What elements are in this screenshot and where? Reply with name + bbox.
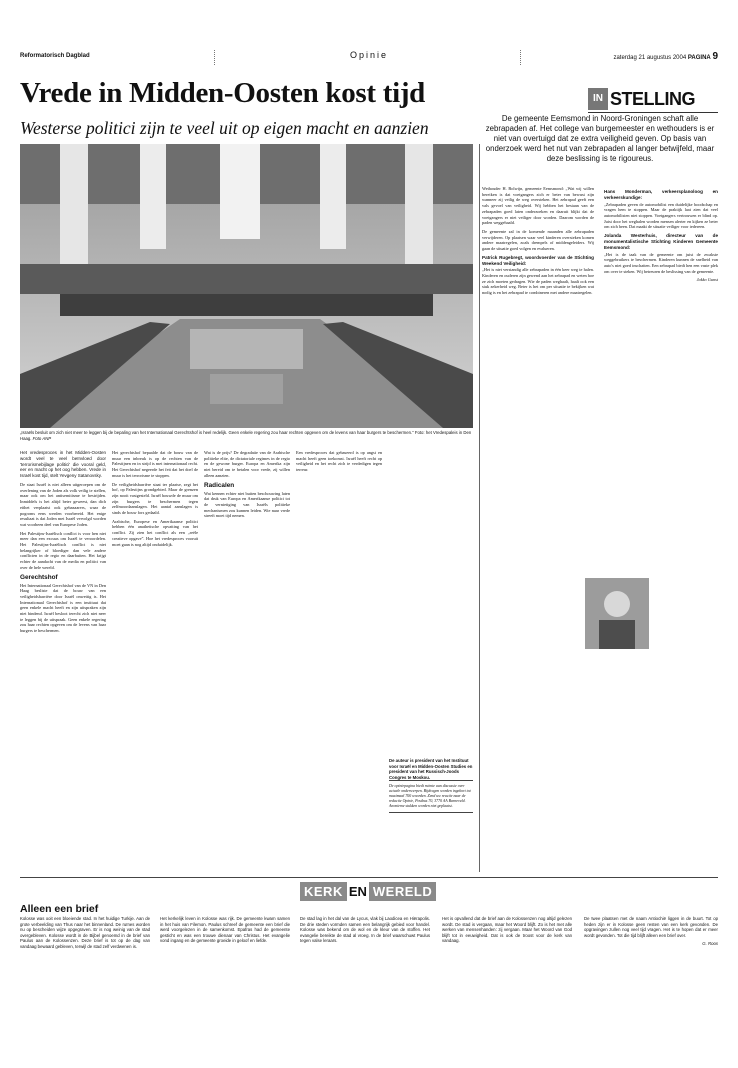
bottom-col-5 (584, 916, 718, 947)
stelling-paragraph: De gemeente zal in de komende maanden alle zebrapaden verwijderen. Op plaatsen waar veel kinderen oversteken komen andere maatregelen, zoals drempels of middengeleiders. Wij gaan de situatie goed volgen en evalueren. (482, 228, 594, 252)
article-col-1 (20, 450, 106, 634)
courtroom-image (20, 144, 473, 428)
paper-name: Reformatorisch Dagblad (20, 53, 90, 59)
section-name: Opinie (349, 50, 388, 60)
wereld-word: WERELD (369, 882, 436, 901)
article-paragraph: Wat is de prijs? De degradatie van de Arabische politieke elite, de dictatoriale regimes in de regio en de gewone burger. Europa en Amerika zijn niet bereid om te betalen voor vrede, zij willen alleen aanzien. (204, 450, 290, 478)
page-label: PAGINA (687, 55, 711, 61)
article-paragraph: De veiligheidsbarrière staat ter plaatse, zegt het hof, op Palestijns grondgebied. Maar de grenzen zijn nooit vastgesteld. Israël bouwde de muur om zijn burgers te beschermen tegen zelfmoordaanslagen. Het aantal aanslagen is sinds de bouw fors gedaald. (112, 481, 198, 516)
stelling-speaker: Patrick Rugebregt, woordvoerder van de Stichting Weekend Veiligheid: (482, 254, 594, 266)
stelling-intro: De gemeente Eemsmond in Noord-Groningen schaft alle zebrapaden af. Het college van burgemeester en wethouders is er niet van overtuigd dat ze extra veiligheid geven. Op basis van onderzoek werd het nut van zebrapaden al langer betwijfeld, maar deze beslissing is te rigoureus. (485, 114, 715, 163)
bottom-col-1: Kolosse was ooit een bloeiende stad. In het huidige Turkije. Aan de grote verbeelding van Thus naar het binnenland. De ruïnes worden nu op bescheiden wijze opgegraven. Er is nog weinig van de stad overgebleven. Kolosse wordt in de Bijbel genoemd in de brief van Paulus aan de Kolossenzen. Deze brief is tot op de dag van vandaag bewaard gebleven, terwijl de stad zelf verdwenen is. (20, 916, 150, 949)
kerk-word: KERK (300, 882, 347, 901)
article-paragraph: Het Internationaal Gerechtshof van de VN in Den Haag besliste dat de bouw van een veiligheidsbarrière door Israël onwettig is. Het Internationaal Gerechtshof is een instituut dat geen enkele macht heeft en zijn uitspraken zijn niet bindend. Israël besloot terecht zich niet neer te leggen bij de uitspraak. Geen enkele regering zou haar rechten opgeven om de levens van haar burgers te beschermen. (20, 582, 106, 634)
stelling-title: STELLING (610, 89, 695, 109)
photo-credit: Foto ANP (32, 435, 52, 441)
bottom-paragraph: De twee plaatsen met de naam Antiochië liggen in de buurt. Tot op heden zijn er in Kolosse geen resten van een kerk gevonden. De opgravingen zullen nog veel tijd vragen. Het is te hopen dat er meer wordt gevonden. Tot die tijd blijft alleen een brief over. (584, 916, 718, 938)
stelling-paragraph: „Het is niet verstandig alle zebrapaden in één keer weg te halen. Kinderen en ouderen zijn gewend aan het zebrapad en weten hoe ze zich moeten gedragen. Wie de paden weghaalt, haalt ook een stuk zekerheid weg. Beter is het om per situatie te bekijken wat nodig is en het zebrapad te combineren met andere maatregelen. (482, 267, 594, 296)
section-rule (20, 877, 718, 878)
article-paragraph: Arabische, Europese en Amerikaanse politici hebben één anathetische opvatting van het conflict. Zij zien het conflict als een „reële creatieve opgave”. Hoe het vredesproces vooruit moet gaan is nog altijd onduidelijk. (112, 518, 198, 547)
masthead (20, 50, 718, 66)
divider (588, 112, 718, 113)
stelling-col-1 (482, 186, 594, 296)
stelling-signature: Jakko Gunst (696, 277, 718, 283)
date-page (613, 51, 718, 62)
article-col-4 (296, 450, 382, 473)
portrait-image (585, 578, 649, 649)
article-col-2 (112, 450, 198, 547)
stelling-paragraph: „Zebrapaden geven de automobilist een duidelijke boodschap en vragen hem te stoppen. Maar de praktijk laat zien dat veel automobilisten niet stoppen. Voetgangers vertrouwen er blind op. Juist door het weghalen worden mensen alerter en kijken ze beter om zich heen. Dat maakt de situatie veiliger voor iedereen. (604, 201, 718, 230)
opinion-note: De opiniepagina biedt ruimte aan discussie over actuele onderwerpen. Bijdragen worden ingekort tot maximaal 700 woorden. Zend uw reactie naar de redactie Opinie, Postbus 70, 3770 AA Barneveld. Anonieme stukken worden niet geplaatst. (389, 780, 473, 813)
portrait-photo (585, 578, 649, 649)
article-paragraph: Het Palestijns-Israëlisch conflict is voor hen niet meer dan een excuus om Israël te veroordelen. Het Palestijns-Israëlisch conflict is niet belangrijker of bloediger dan vele andere conflicten in de regio en daarbuiten. Het krijgt echter de aandacht van de media en politici van over de hele wereld. (20, 530, 106, 570)
stelling-logo (588, 88, 718, 110)
stelling-speaker: Jolanda Westerhuis, directeur van de monumentalistische Stichting Kinderen Gemeente Eemsmond: (604, 233, 718, 250)
bottom-col-2: Het kerkelijk leven in Kolosse was rijk. De gemeente kwam samen in het huis van Filemon. Paulus schreef de gemeente een brief die werd voorgelezen in de samenkomst. Epafras had de gemeente gesticht en was een trouwe dienaar van Christus. Het evangelie vond ingang en de gemeente groeide in geloof en liefde. (160, 916, 290, 944)
stelling-in: IN (588, 88, 608, 110)
issue-date: zaterdag 21 augustus 2004 (613, 55, 687, 61)
subhead-gerechtshof: Gerechtshof (20, 573, 58, 581)
article-paragraph: De staat Israël is niet alleen uitgeroepen om de overlening van de Joden als volk veilig te stellen, maar ook om het antisemitisme te bestrijden. Inmiddels is het altijd beter geweest, dan dich eithet verplaatst ook gebazaarers, waar de pogroms eens werden voorbereid. Het enige resultaat is dat Joden met Israël vervolgd worden wat voorheen deel van Europese Joden. (20, 481, 106, 527)
photo-caption (20, 430, 473, 441)
bottom-heading: Alleen een brief (20, 903, 99, 915)
page-number: 9 (712, 51, 718, 62)
caption-text: „Israëls besluit om zich niet meer te leggen bij de bepaling van het Internationaal Gerechtshof is heel redelijk. Geen enkele regering zou haar rechten opgeven om de levens van haar burgers te beschermen.” Foto: het Vredespaleis in Den Haag. (20, 430, 472, 441)
subheadline: Westerse politici zijn te veel uit op eigen macht en aanzien (20, 118, 429, 138)
article-lead: Het vredesproces in het Midden-Oosten wordt veel te veel beïnvloed door 'terrorismebijlage politici' die vooral geld, eer en macht op het oog hebben. Vrede in Israël kost tijd, stelt Yevgeny Satanovsky. (20, 450, 106, 479)
bottom-col-3: De stad lag in het dal van de Lycus, vlak bij Laodicea en Hiërapolis. De drie steden vormden samen een belangrijk gebied voor handel. Kolosse was bekend om de wol en de kleur van de stoffen. Het evangelie bereikte de stad al vroeg. In de brief waarschuwt Paulus tegen valse leraars. (300, 916, 430, 944)
article-paragraph: Wat kennen echter niet buiten beschouwing laten dat druk van Europa en Amerikaanse politici tot de vernietiging van Israëls politieke mechanismen zou kunnen leiden. Wie naar vrede streeft moet tijd nemen. (204, 490, 290, 519)
kerk-en-wereld-logo (300, 880, 436, 902)
en-word: EN (348, 883, 367, 899)
bottom-col-4: Het is opvallend dat de brief aan de Kolossenzen nog altijd gelezen wordt. De stad is vergaan, maar het Woord blijft. Zo is het met alle werken van mensenhanden: zij vergaan. Maar het Woord van God blijft tot in eeuwigheid. Dat is ook de troost voor de kerk van vandaag. (442, 916, 572, 944)
stelling-paragraph: „Het is de taak van de gemeente om juist de zwakste weggebruikers te beschermen. Kinderen kunnen de snelheid van auto's niet goed inschatten. Een zebrapad biedt hen een vaste plek om over te steken. Wij betreuren de beslissing van de gemeente. (604, 251, 718, 274)
courtroom-photo (20, 144, 473, 428)
stelling-col-2 (604, 186, 718, 283)
article-paragraph: Een vredesproces dat gebaseerd is op angst en macht heeft geen toekomst. Israël heeft recht op veiligheid en het recht zich te verdedigen tegen terreur. (296, 450, 382, 473)
stelling-speaker: Hans Monderman, verkeersplanoloog en verkeerskundige: (604, 189, 718, 200)
stelling-paragraph: Wethouder H. Bolwijn, gemeente Eemsmond: „Wat wij willen bereiken is dat voetgangers zich er beter van bewust zijn wanneer zij veilig de weg oversteken. Het zebrapad geeft een vals gevoel van veiligheid. Wij hebben het bestaan van de zebrapaden goed laten onderzoeken en daaruit blijkt dat de voetgangers er niet veiliger door worden. Daarom worden de paden weggehaald. (482, 186, 594, 226)
headline: Vrede in Midden-Oosten kost tijd (20, 77, 426, 109)
divider (520, 50, 523, 65)
subhead-radicalen: Radicalen (204, 481, 235, 489)
article-col-3 (204, 450, 290, 519)
author-bio: De auteur is president van het Instituut voor Israël en Midden-Oosten Studies en president van het Russisch-Joods Congres te Moskou. (389, 758, 473, 780)
article-paragraph: Het gerechtshof bepaalde dat de bouw van de muur een inbreuk is op de rechten van de Palestijnen en in strijd is met internationaal recht. Het Gerechtshof negeerde het feit dat het doel de muur is het terrorisme te stoppen. (112, 450, 198, 478)
bottom-signature: G. Roos (702, 941, 718, 947)
column-divider (479, 144, 480, 872)
